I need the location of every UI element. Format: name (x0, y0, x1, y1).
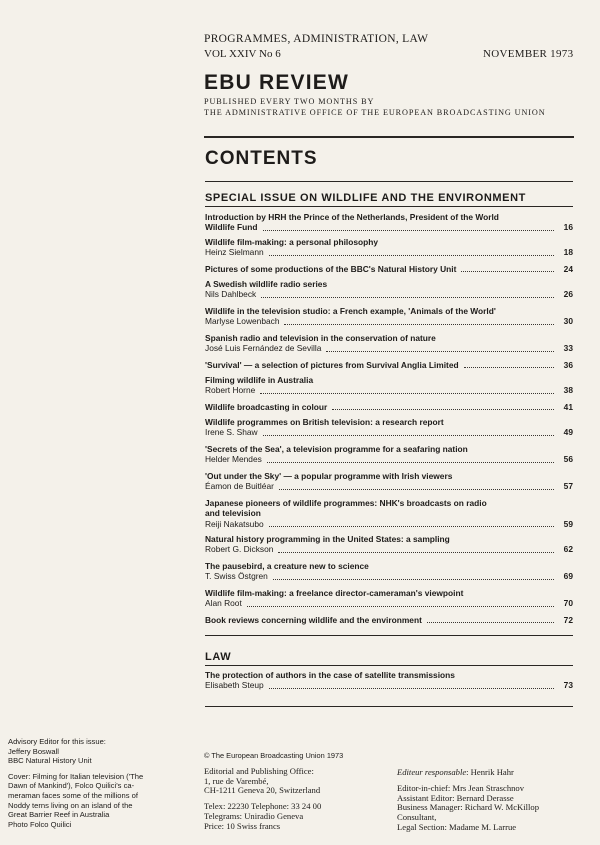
special-section-end-divider (205, 635, 573, 636)
toc-entry-author: Robert G. Dickson (205, 544, 274, 555)
cover-caption-line: Great Barrier Reef in Australia (8, 810, 110, 820)
toc-entry-author: Reiji Nakatsubo (205, 518, 264, 529)
dot-leader (279, 489, 554, 490)
toc-entry-title-cont: and television (205, 508, 261, 519)
toc-entry[interactable] (205, 471, 573, 492)
dot-leader (278, 552, 554, 553)
volume-number: VOL XXIV No 6 (204, 48, 281, 60)
dot-leader (332, 409, 554, 410)
toc-entry[interactable] (205, 670, 573, 691)
toc-entry-author: Nils Dahlbeck (205, 289, 257, 300)
toc-entry-author: Irene S. Shaw (205, 427, 258, 438)
toc-entry-title: Wildlife in the television studio: a French example, 'Animals of the World' (205, 306, 496, 316)
cover-caption-line: Dawn of Mankind'), Folco Quilici's ca- (8, 781, 135, 791)
contact-line: Price: 10 Swiss francs (204, 820, 281, 831)
toc-page-number: 73 (563, 680, 573, 691)
toc-page-number: 16 (563, 222, 573, 233)
toc-page-number: 59 (563, 518, 573, 529)
toc-entry-title: 'Survival' — a selection of pictures from Survival Anglia Limited (205, 360, 459, 370)
toc-entry[interactable] (205, 360, 573, 370)
office-line: 1, rue de Varembé, (204, 775, 269, 786)
publisher-line-1: PUBLISHED EVERY TWO MONTHS BY (204, 97, 375, 106)
dot-leader (326, 351, 554, 352)
toc-entry-author: José Luis Fernández de Sevilla (205, 343, 322, 354)
toc-entry[interactable] (205, 237, 573, 258)
toc-entry[interactable] (205, 615, 573, 625)
toc-entry-author: Heinz Sielmann (205, 247, 264, 258)
toc-entry-title: A Swedish wildlife radio series (205, 279, 328, 289)
dot-leader (261, 297, 554, 298)
toc-entry[interactable] (205, 212, 573, 233)
staff-line: Business Manager: Richard W. McKillop (397, 802, 540, 813)
publication-title: EBU REVIEW (204, 71, 350, 94)
dot-leader (464, 367, 554, 368)
toc-page-number: 72 (563, 615, 573, 625)
footer-office (204, 751, 384, 832)
office-line: CH-1211 Geneva 20, Switzerland (204, 785, 321, 796)
toc-entry-title: Book reviews concerning wildlife and the environment (205, 615, 422, 625)
toc-entry-author: Elisabeth Steup (205, 680, 264, 691)
toc-entry-title: Natural history programming in the United States: a sampling (205, 534, 450, 544)
dot-leader (263, 435, 554, 436)
staff-line: Legal Section: Madame M. Larrue (397, 821, 517, 832)
toc-entry-title: The pausebird, a creature new to science (205, 561, 369, 571)
toc-page-number: 18 (563, 247, 573, 258)
cover-caption-line: Noddy terns living on an island of the (8, 800, 133, 810)
toc-page-number: 69 (563, 571, 573, 582)
toc-entry[interactable] (205, 402, 573, 412)
dot-leader (427, 622, 554, 623)
law-section-heading: LAW (205, 651, 232, 663)
toc-entry[interactable] (205, 417, 573, 438)
photo-credit: Photo Folco Quilici (8, 819, 72, 829)
publisher-statement (204, 96, 594, 118)
advisory-line: Jeffery Boswall (8, 746, 59, 756)
contents-divider (205, 181, 573, 182)
toc-entry-author: Éamon de Buitléar (205, 481, 274, 492)
toc-entry-title: Wildlife programmes on British television: a research report (205, 417, 444, 427)
contact-line: Telex: 22230 Telephone: 33 24 00 (204, 801, 322, 812)
toc-entry[interactable] (205, 444, 573, 465)
editeur-responsable (397, 768, 597, 778)
office-line: Editorial and Publishing Office: (204, 765, 314, 776)
toc-entry[interactable] (205, 279, 573, 300)
dot-leader (267, 462, 554, 463)
staff-line: Consultant, (397, 812, 437, 823)
dot-leader (263, 230, 555, 231)
toc-entry-title: Pictures of some productions of the BBC's Natural History Unit (205, 264, 457, 274)
toc-entry-author: Alan Root (205, 598, 242, 609)
toc-entry[interactable] (205, 375, 573, 396)
toc-entry-title: Spanish radio and television in the conservation of nature (205, 333, 436, 343)
dot-leader (260, 393, 554, 394)
staff-line: Editor-in-chief: Mrs Jean Straschnov (397, 782, 525, 793)
contents-heading: CONTENTS (205, 148, 318, 169)
toc-page-number: 38 (563, 385, 573, 396)
toc-page-number: 57 (563, 481, 573, 492)
dot-leader (269, 255, 554, 256)
toc-entry-title: Wildlife broadcasting in colour (205, 402, 328, 412)
law-section-end-divider (205, 706, 573, 707)
dot-leader (269, 688, 554, 689)
toc-page-number: 49 (563, 427, 573, 438)
toc-page-number: 33 (563, 343, 573, 354)
toc-page-number: 56 (563, 454, 573, 465)
toc-page-number: 24 (563, 264, 573, 274)
dot-leader (247, 606, 554, 607)
staff-line: Assistant Editor: Bernard Derasse (397, 792, 514, 803)
toc-entry[interactable] (205, 264, 573, 274)
toc-entry-author: Robert Horne (205, 385, 256, 396)
toc-entry-title: 'Out under the Sky' — a popular programme with Irish viewers (205, 471, 453, 481)
toc-entry[interactable] (205, 561, 573, 582)
contact-line: Telegrams: Uniradio Geneva (204, 810, 304, 821)
dot-leader (269, 526, 554, 527)
responsable-label: Editeur responsable (397, 767, 467, 777)
header-divider (204, 136, 574, 138)
toc-entry-author: Marlyse Lowenbach (205, 316, 280, 327)
issue-date: NOVEMBER 1973 (483, 48, 574, 60)
toc-entry-title: 'Secrets of the Sea', a television programme for a seafaring nation (205, 444, 468, 454)
toc-entry-title: Japanese pioneers of wildlife programmes: NHK's broadcasts on radio (205, 498, 487, 508)
toc-entry[interactable] (205, 534, 573, 555)
toc-page-number: 41 (563, 402, 573, 412)
toc-entry-title: Introduction by HRH the Prince of the Netherlands, President of the World (205, 212, 499, 222)
cover-caption-line: Cover: Filming for Italian television ('The (8, 771, 144, 781)
advisory-line: Advisory Editor for this issue: (8, 737, 106, 746)
dot-leader (461, 271, 554, 272)
toc-page-number: 26 (563, 289, 573, 300)
toc-entry[interactable] (205, 306, 573, 327)
advisory-line: BBC Natural History Unit (8, 756, 92, 766)
responsable-name: : Henrik Hahr (466, 767, 514, 777)
toc-entry-author: T. Swiss Östgren (205, 571, 268, 582)
series-title: PROGRAMMES, ADMINISTRATION, LAW (204, 33, 429, 45)
dot-leader (273, 579, 554, 580)
toc-entry[interactable] (205, 333, 573, 354)
toc-entry-title: The protection of authors in the case of satellite transmissions (205, 670, 455, 680)
footer-staff (397, 768, 597, 833)
footer-credits (8, 737, 196, 829)
toc-entry-title: Filming wildlife in Australia (205, 375, 314, 385)
toc-entry[interactable] (205, 588, 573, 609)
section-divider (205, 206, 573, 207)
toc-entry-title: Wildlife film-making: a personal philosophy (205, 237, 379, 247)
toc-page-number: 36 (563, 360, 573, 370)
publisher-line-2: THE ADMINISTRATIVE OFFICE OF THE EUROPEAN BROADCASTING UNION (204, 108, 546, 117)
law-divider (205, 665, 573, 666)
special-section-heading: SPECIAL ISSUE ON WILDLIFE AND THE ENVIRONMENT (205, 192, 526, 204)
cover-caption-line: meraman faces some of the millions of (8, 790, 138, 800)
dot-leader (284, 324, 554, 325)
toc-page-number: 62 (563, 544, 573, 555)
toc-page-number: 70 (563, 598, 573, 609)
toc-entry-title: Wildlife film-making: a freelance director-cameraman's viewpoint (205, 588, 464, 598)
toc-entry[interactable] (205, 498, 573, 529)
toc-entry-title-cont: Wildlife Fund (205, 222, 258, 233)
toc-entry-author: Helder Mendes (205, 454, 262, 465)
copyright-notice: © The European Broadcasting Union 1973 (204, 751, 344, 760)
toc-page-number: 30 (563, 316, 573, 327)
